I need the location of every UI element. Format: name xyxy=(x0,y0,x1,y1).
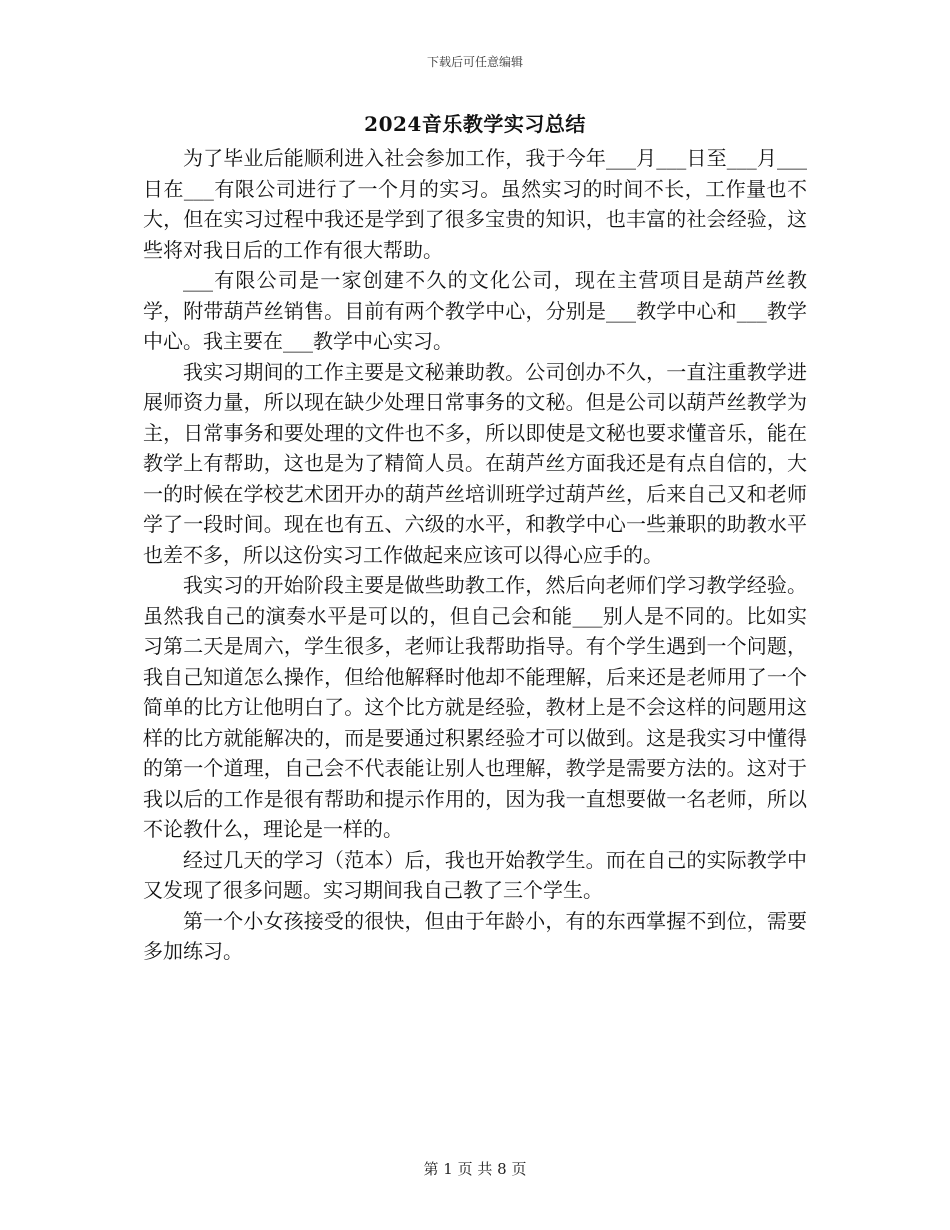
paragraph: 经过几天的学习（范本）后，我也开始教学生。而在自己的实际教学中又发现了很多问题。实习期间我自己教了三个学生。 xyxy=(143,847,807,902)
paragraph: 为了毕业后能顺利进入社会参加工作，我于今年___月___日至___月___日在___有限公司进行了一个月的实习。虽然实习的时间不长，工作量也不大，但在实习过程中我还是学到了很多宝贵的知识，也丰富的社会经验，这些将对我日后的工作有很大帮助。 xyxy=(143,146,807,262)
document-body xyxy=(143,143,807,967)
paragraph: 我实习期间的工作主要是文秘兼助教。公司创办不久，一直注重教学进展师资力量，所以现在缺少处理日常事务的文秘。但是公司以葫芦丝教学为主，日常事务和要处理的文件也不多，所以即使是文秘也要求懂音乐，能在教学上有帮助，这也是为了精简人员。在葫芦丝方面我还是有点自信的，大一的时候在学校艺术团开办的葫芦丝培训班学过葫芦丝，后来自己又和老师学了一段时间。现在也有五、六级的水平，和教学中心一些兼职的助教水平也差不多，所以这份实习工作做起来应该可以得心应手的。 xyxy=(143,359,807,567)
paragraph: ___有限公司是一家创建不久的文化公司，现在主营项目是葫芦丝教学，附带葫芦丝销售。目前有两个教学中心，分别是___教学中心和___教学中心。我主要在___教学中心实习。 xyxy=(143,268,807,353)
paragraph: 我实习的开始阶段主要是做些助教工作，然后向老师们学习教学经验。虽然我自己的演奏水平是可以的，但自己会和能___别人是不同的。比如实习第二天是周六，学生很多，老师让我帮助指导。有个学生遇到一个问题，我自己知道怎么操作，但给他解释时他却不能理解，后来还是老师用了一个简单的比方让他明白了。这个比方就是经验，教材上是不会这样的问题用这样的比方就能解决的，而是要通过积累经验才可以做到。这是我实习中懂得的第一个道理，自己会不代表能让别人也理解，教学是需要方法的。这对于我以后的工作是很有帮助和提示作用的，因为我一直想要做一名老师，所以不论教什么，理论是一样的。 xyxy=(143,573,807,841)
document-title: 2024音乐教学实习总结 xyxy=(364,112,586,136)
page-number: 第 1 页 共 8 页 xyxy=(423,1160,527,1178)
paragraph: 第一个小女孩接受的很快，但由于年龄小，有的东西掌握不到位，需要多加练习。 xyxy=(143,908,807,963)
header-note: 下载后可任意编辑 xyxy=(426,55,523,69)
